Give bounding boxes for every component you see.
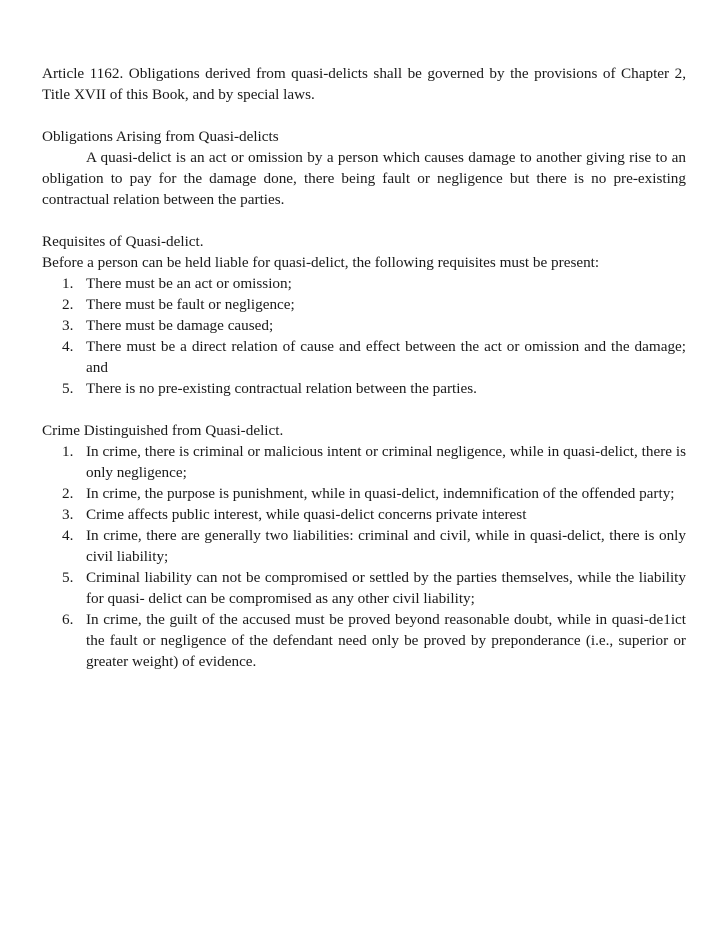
obligations-body: A quasi-delict is an act or omission by a person which causes damage to another giving rise to an obligation to pay for the damage done, there being fault or negligence but there is no pre-existing contractual relation between the parties. (42, 149, 686, 208)
list-item-number: 3. (62, 506, 74, 523)
requisites-intro: Before a person can be held liable for quasi-delict, the following requisites must be present: (42, 254, 600, 271)
spacer (42, 105, 686, 126)
list-item-text: Crime affects public interest, while quasi-delict concerns private interest (86, 506, 527, 523)
list-item (42, 378, 686, 399)
list-item (42, 609, 686, 672)
list-item (42, 441, 686, 483)
crime-heading: Crime Distinguished from Quasi-delict. (42, 422, 284, 439)
list-item-number: 3. (62, 317, 74, 334)
list-item-number: 5. (62, 380, 74, 397)
spacer (42, 399, 686, 420)
crime-list (42, 441, 686, 672)
list-item (42, 504, 686, 525)
list-item (42, 336, 686, 378)
list-item-text: There must be fault or negligence; (86, 296, 295, 313)
list-item (42, 567, 686, 609)
requisites-heading: Requisites of Quasi-delict. (42, 233, 204, 250)
list-item-text: In crime, there are generally two liabilities: criminal and civil, while in quasi-delict, there is only civil liability; (86, 527, 686, 565)
list-item (42, 525, 686, 567)
list-item-text: There must be a direct relation of cause and effect between the act or omission and the damage; and (86, 338, 686, 376)
list-item-text: Criminal liability can not be compromised or settled by the parties themselves, while the liability for quasi- delict can be compromised as any other civil liability; (86, 569, 686, 607)
list-item-text: There is no pre-existing contractual relation between the parties. (86, 380, 477, 397)
list-item-text: There must be an act or omission; (86, 275, 292, 292)
list-item-number: 2. (62, 296, 74, 313)
document-page (42, 63, 686, 672)
list-item-number: 6. (62, 611, 74, 628)
list-item-number: 5. (62, 569, 74, 586)
list-item-text: There must be damage caused; (86, 317, 274, 334)
list-item (42, 273, 686, 294)
list-item-text: In crime, the guilt of the accused must be proved beyond reasonable doubt, while in quasi-de1ict the fault or negligence of the defendant need only be proved by preponderance (i.e., superior or greater weight) of evidence. (86, 611, 686, 670)
list-item-number: 1. (62, 275, 74, 292)
list-item (42, 315, 686, 336)
list-item-number: 4. (62, 338, 74, 355)
list-item-number: 1. (62, 443, 74, 460)
list-item (42, 294, 686, 315)
spacer (42, 210, 686, 231)
list-item-number: 4. (62, 527, 74, 544)
list-item (42, 483, 686, 504)
requisites-list (42, 273, 686, 399)
list-item-text: In crime, there is criminal or malicious intent or criminal negligence, while in quasi-delict, there is only negligence; (86, 443, 686, 481)
list-item-text: In crime, the purpose is punishment, while in quasi-delict, indemnification of the offended party; (86, 485, 675, 502)
article-paragraph: Article 1162. Obligations derived from quasi-delicts shall be governed by the provisions of Chapter 2, Title XVII of this Book, and by special laws. (42, 65, 686, 103)
list-item-number: 2. (62, 485, 74, 502)
obligations-heading: Obligations Arising from Quasi-delicts (42, 128, 279, 145)
